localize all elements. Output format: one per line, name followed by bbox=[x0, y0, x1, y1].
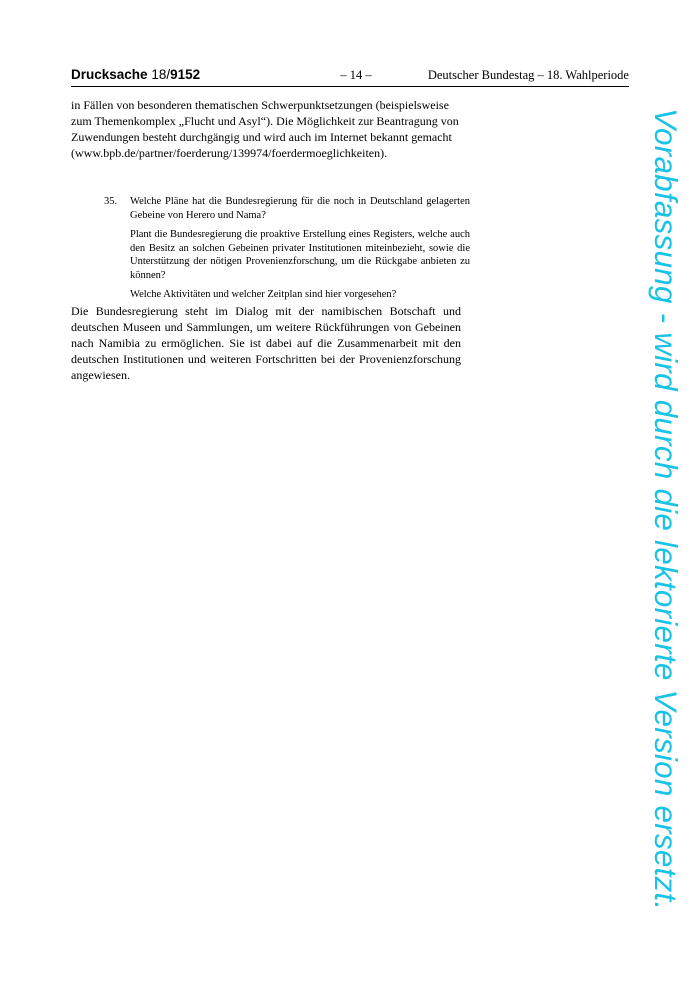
answer-text: Die Bundesregierung steht im Dialog mit der namibischen Botschaft und deutschen Museen und Sammlungen, um weitere Rückführungen von Gebeinen nach Namibia zu ermöglichen. Sie ist dabei auf die Zusammenarbeit mit den deutschen Institutionen und weiteren Fortschritten bei der Provenienzforschung angewiesen. bbox=[71, 304, 461, 382]
doc-label: Drucksache bbox=[71, 67, 148, 82]
question-number: 35. bbox=[104, 196, 118, 207]
question-text-1: Welche Pläne hat die Bundesregierung für die noch in Deutschland gelagerten Gebeine von Herero und Nama? bbox=[130, 196, 470, 221]
intro-line-2: zum Themenkomplex „Flucht und Asyl“). Die Möglichkeit zur Beantragung von bbox=[71, 114, 459, 128]
intro-line-1: in Fällen von besonderen thematischen Schwerpunktsetzungen (beispielsweise bbox=[71, 98, 449, 112]
answer-paragraph bbox=[71, 303, 461, 383]
parliament-period: Deutscher Bundestag – 18. Wahlperiode bbox=[427, 68, 629, 82]
intro-line-4: (www.bpb.de/partner/foerderung/139974/foerdermoeglichkeiten). bbox=[71, 146, 388, 160]
watermark-text: Vorabfassung - wird durch die lektorierte Version ersetzt. bbox=[648, 108, 684, 911]
document-id bbox=[71, 67, 200, 82]
page-header bbox=[71, 66, 629, 87]
page-number: – 14 – bbox=[340, 68, 372, 82]
intro-line-3: Zuwendungen besteht durchgängig und wird auch im Internet bekannt gemacht bbox=[71, 130, 452, 144]
intro-paragraph bbox=[71, 97, 461, 161]
question-block bbox=[104, 195, 470, 308]
doc-number-prefix: 18/ bbox=[151, 67, 171, 82]
question-text-3: Welche Aktivitäten und welcher Zeitplan sind hier vorgesehen? bbox=[130, 289, 397, 300]
question-text-2: Plant die Bundesregierung die proaktive Erstellung eines Registers, welche auch den Besitz an solchen Gebeinen privater Institutionen miteinbezieht, sowie die Unterstützung der nötigen Provenienzforschung, um die Rückgabe anbieten zu können? bbox=[130, 229, 470, 281]
doc-number: 9152 bbox=[170, 67, 201, 82]
draft-watermark bbox=[644, 108, 684, 911]
